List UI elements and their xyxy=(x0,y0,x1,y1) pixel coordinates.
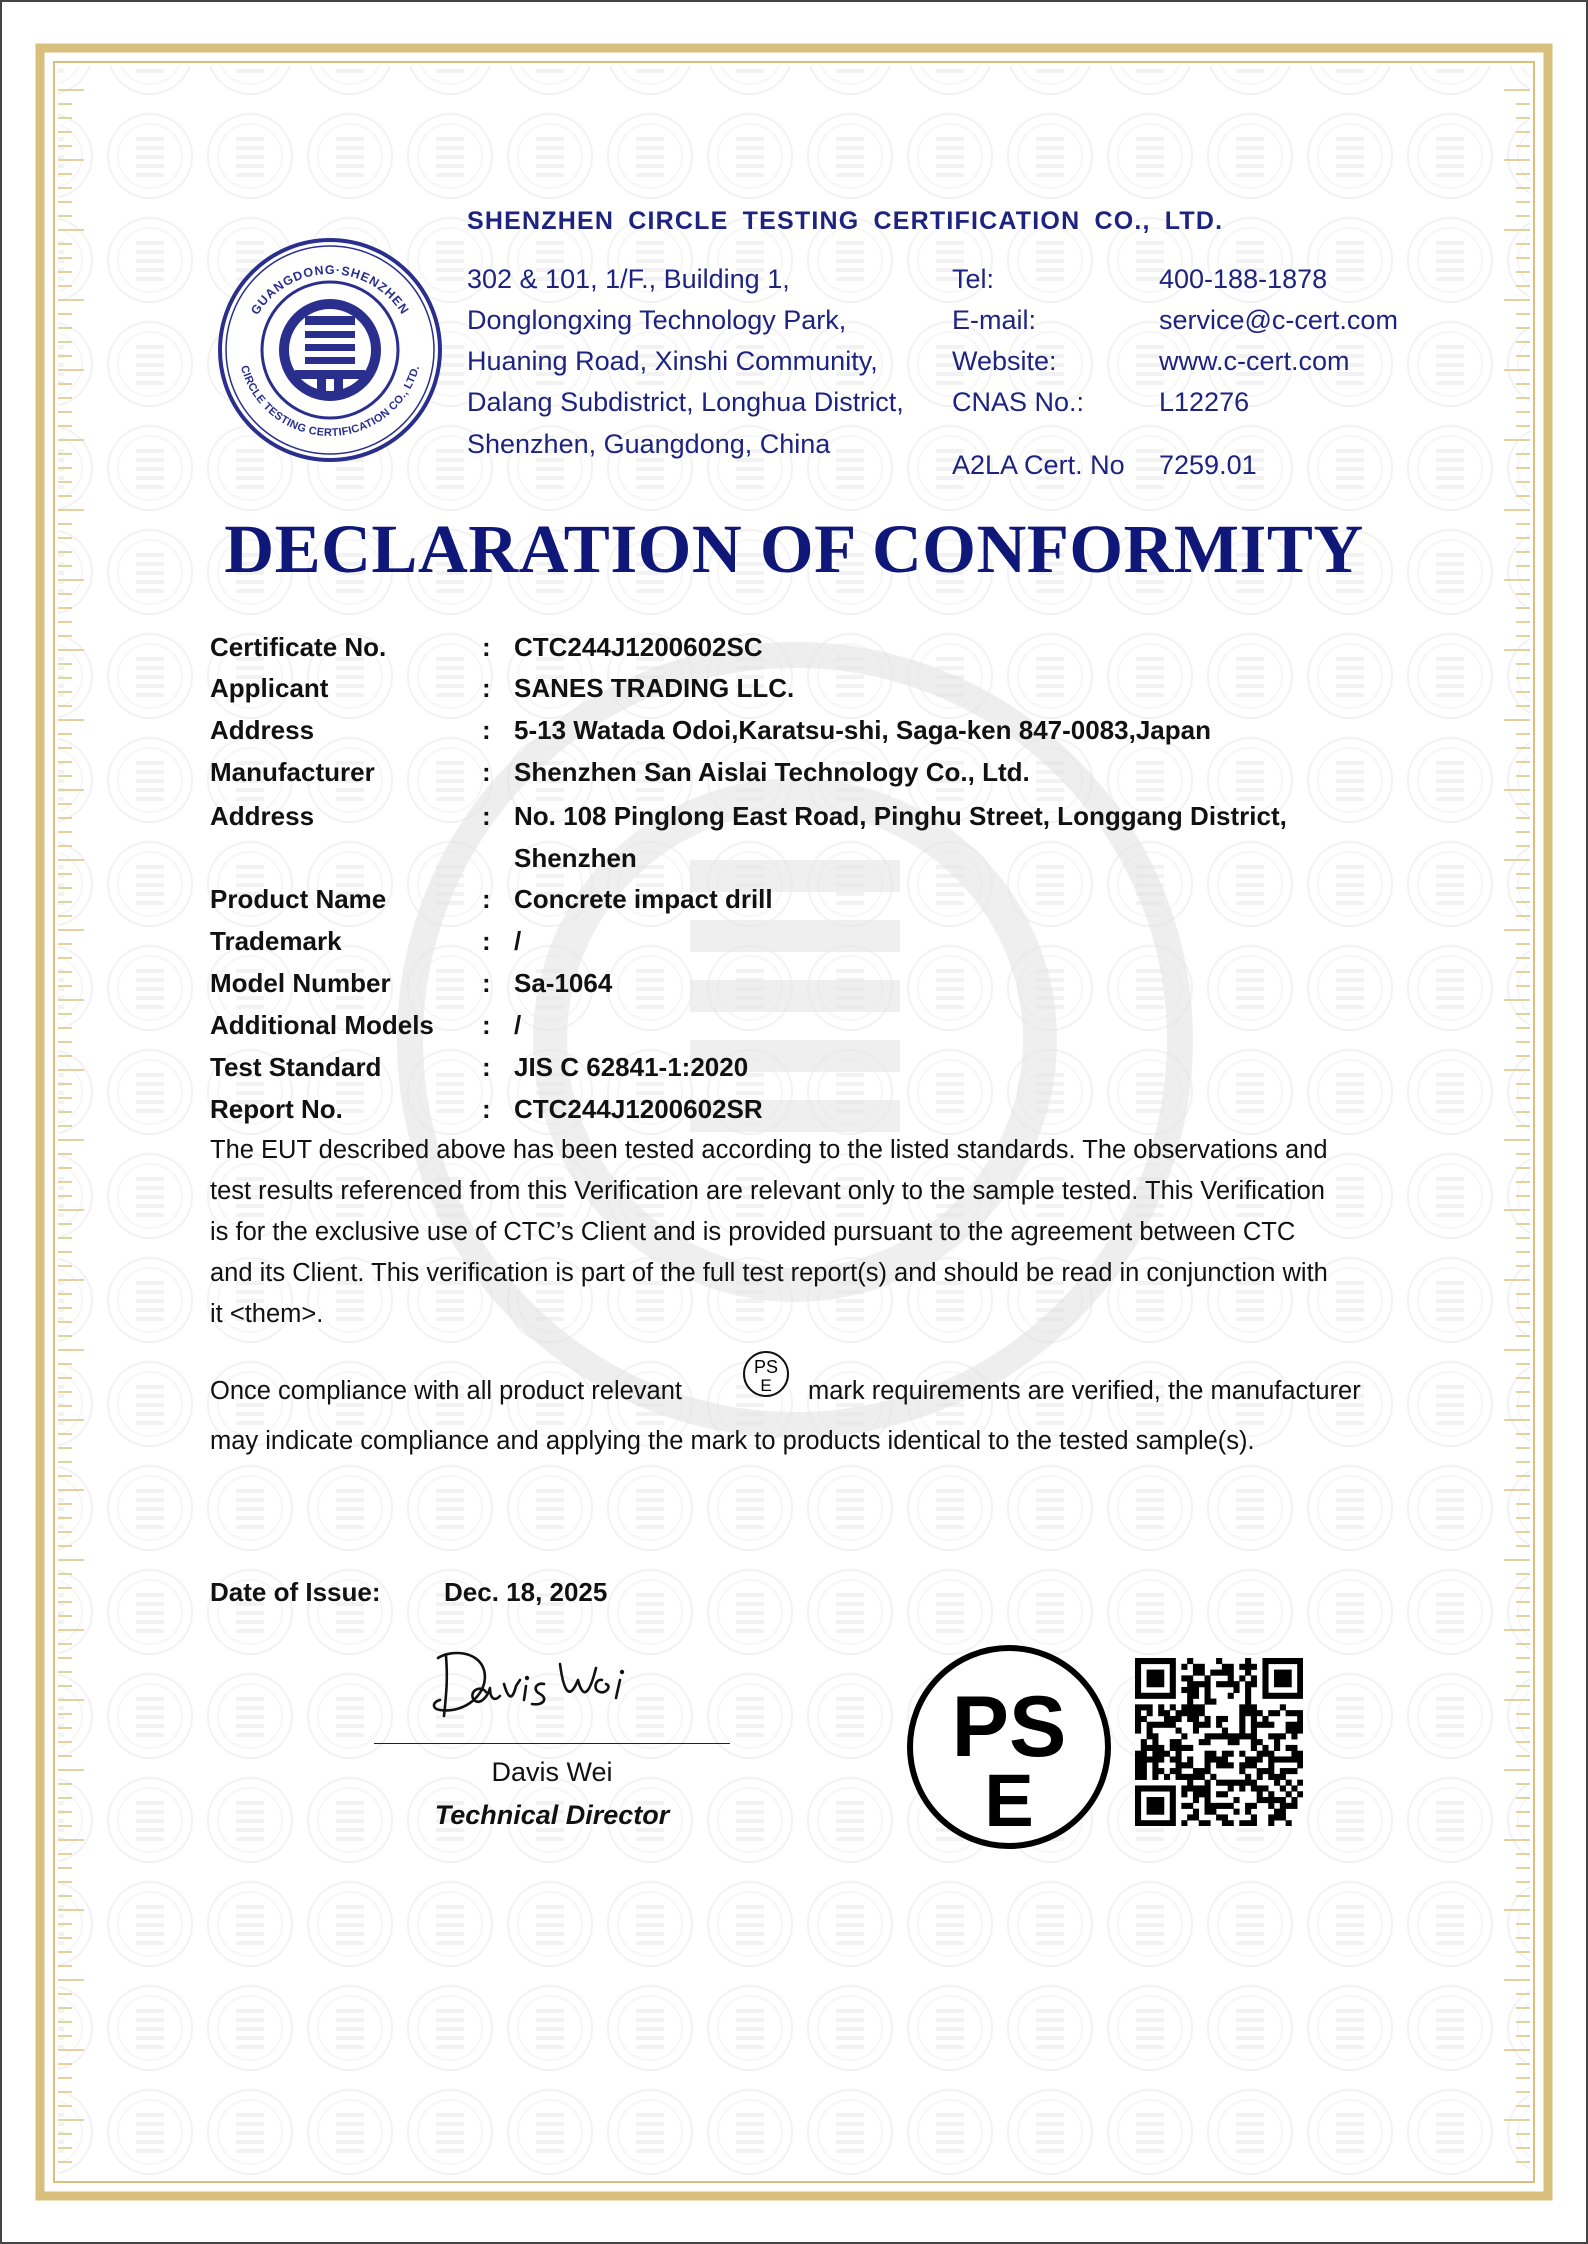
compliance-text-before-mark: Once compliance with all product relevant xyxy=(210,1377,682,1405)
pse-mark-inline-icon xyxy=(741,1348,791,1400)
website-value: www.c-cert.com xyxy=(1159,346,1350,376)
address-line: Dalang Subdistrict, Longhua District, xyxy=(467,387,904,417)
website-label: Website: xyxy=(952,346,1057,376)
field-colon: : xyxy=(482,884,491,914)
email-label: E-mail: xyxy=(952,305,1037,335)
test-standard-label: Test Standard xyxy=(210,1052,382,1082)
product-name-label: Product Name xyxy=(210,884,387,914)
test-standard-value: JIS C 62841-1:2020 xyxy=(514,1052,749,1082)
pse-inline-bottom: E xyxy=(760,1376,772,1395)
email-value: service@c-cert.com xyxy=(1159,305,1398,335)
trademark-value: / xyxy=(514,926,522,956)
field-colon: : xyxy=(482,801,491,831)
trademark-label: Trademark xyxy=(210,926,342,956)
signatory-title: Technical Director xyxy=(434,1800,670,1830)
manufacturer-value: Shenzhen San Aislai Technology Co., Ltd. xyxy=(514,757,1030,787)
field-colon: : xyxy=(482,1052,491,1082)
company-seal-logo xyxy=(220,240,440,460)
field-colon: : xyxy=(482,715,491,745)
field-colon: : xyxy=(482,632,491,662)
compliance-text-after-mark: mark requirements are verified, the manufacturer xyxy=(808,1377,1361,1405)
applicant-value: SANES TRADING LLC. xyxy=(514,673,795,703)
compliance-text-line2: may indicate compliance and applying the mark to products identical to the tested sample(s). xyxy=(210,1427,1255,1455)
manufacturer-address-label: Address xyxy=(210,801,315,831)
certificate-no-label: Certificate No. xyxy=(210,632,387,662)
field-colon: : xyxy=(482,673,491,703)
signatory-name: Davis Wei xyxy=(491,1757,613,1787)
pse-logo-top: PS xyxy=(951,1679,1067,1775)
seal-bottom-text: CIRCLE TESTING CERTIFICATION CO., LTD. xyxy=(237,363,423,440)
model-number-label: Model Number xyxy=(210,968,391,998)
pse-logo-bottom: E xyxy=(984,1759,1034,1842)
cnas-label: CNAS No.: xyxy=(952,387,1085,417)
manufacturer-address-value: No. 108 Pinglong East Road, Pinghu Street, Longgang District, xyxy=(514,801,1287,831)
applicant-label: Applicant xyxy=(210,673,329,703)
field-colon: : xyxy=(482,757,491,787)
applicant-address-value: 5-13 Watada Odoi,Karatsu-shi, Saga-ken 847-0083,Japan xyxy=(514,715,1211,745)
applicant-address-label: Address xyxy=(210,715,315,745)
manufacturer-address-value-line2: Shenzhen xyxy=(514,843,637,873)
date-of-issue-value: Dec. 18, 2025 xyxy=(444,1577,608,1607)
qr-code xyxy=(1135,1658,1303,1826)
field-colon: : xyxy=(482,1094,491,1124)
field-colon: : xyxy=(482,968,491,998)
statement-line: test results referenced from this Verification are relevant only to the sample tested. This Verification xyxy=(210,1177,1325,1205)
additional-models-value: / xyxy=(514,1010,522,1040)
tel-label: Tel: xyxy=(952,264,995,294)
date-of-issue-label: Date of Issue: xyxy=(210,1577,381,1607)
field-colon: : xyxy=(482,926,491,956)
signature-line xyxy=(374,1743,730,1744)
manufacturer-label: Manufacturer xyxy=(210,757,375,787)
statement-line: it <them>. xyxy=(210,1300,324,1328)
address-line: Donglongxing Technology Park, xyxy=(467,305,847,335)
address-line: Shenzhen, Guangdong, China xyxy=(467,429,831,459)
document-title: DECLARATION OF CONFORMITY xyxy=(224,511,1364,587)
pse-mark-logo xyxy=(904,1636,1114,1858)
product-name-value: Concrete impact drill xyxy=(514,884,773,914)
handwritten-signature xyxy=(420,1640,660,1730)
field-colon: : xyxy=(482,1010,491,1040)
address-line: 302 & 101, 1/F., Building 1, xyxy=(467,264,790,294)
cnas-value: L12276 xyxy=(1159,387,1250,417)
statement-line: The EUT described above has been tested according to the listed standards. The observations and xyxy=(210,1136,1328,1164)
statement-line: is for the exclusive use of CTC’s Client and is provided pursuant to the agreement between CTC xyxy=(210,1218,1296,1246)
report-no-label: Report No. xyxy=(210,1094,343,1124)
additional-models-label: Additional Models xyxy=(210,1010,434,1040)
pse-inline-top: PS xyxy=(753,1357,779,1377)
a2la-value: 7259.01 xyxy=(1159,450,1257,480)
seal-top-text: GUANGDONG·SHENZHEN xyxy=(248,262,412,318)
certificate-no-value: CTC244J1200602SC xyxy=(514,632,763,662)
statement-line: and its Client. This verification is part of the full test report(s) and should be read in conjunction with xyxy=(210,1259,1328,1287)
company-name: SHENZHEN CIRCLE TESTING CERTIFICATION CO., LTD. xyxy=(467,207,1224,235)
model-number-value: Sa-1064 xyxy=(514,968,613,998)
tel-value: 400-188-1878 xyxy=(1159,264,1328,294)
report-no-value: CTC244J1200602SR xyxy=(514,1094,763,1124)
address-line: Huaning Road, Xinshi Community, xyxy=(467,346,878,376)
a2la-label: A2LA Cert. No xyxy=(952,450,1125,480)
